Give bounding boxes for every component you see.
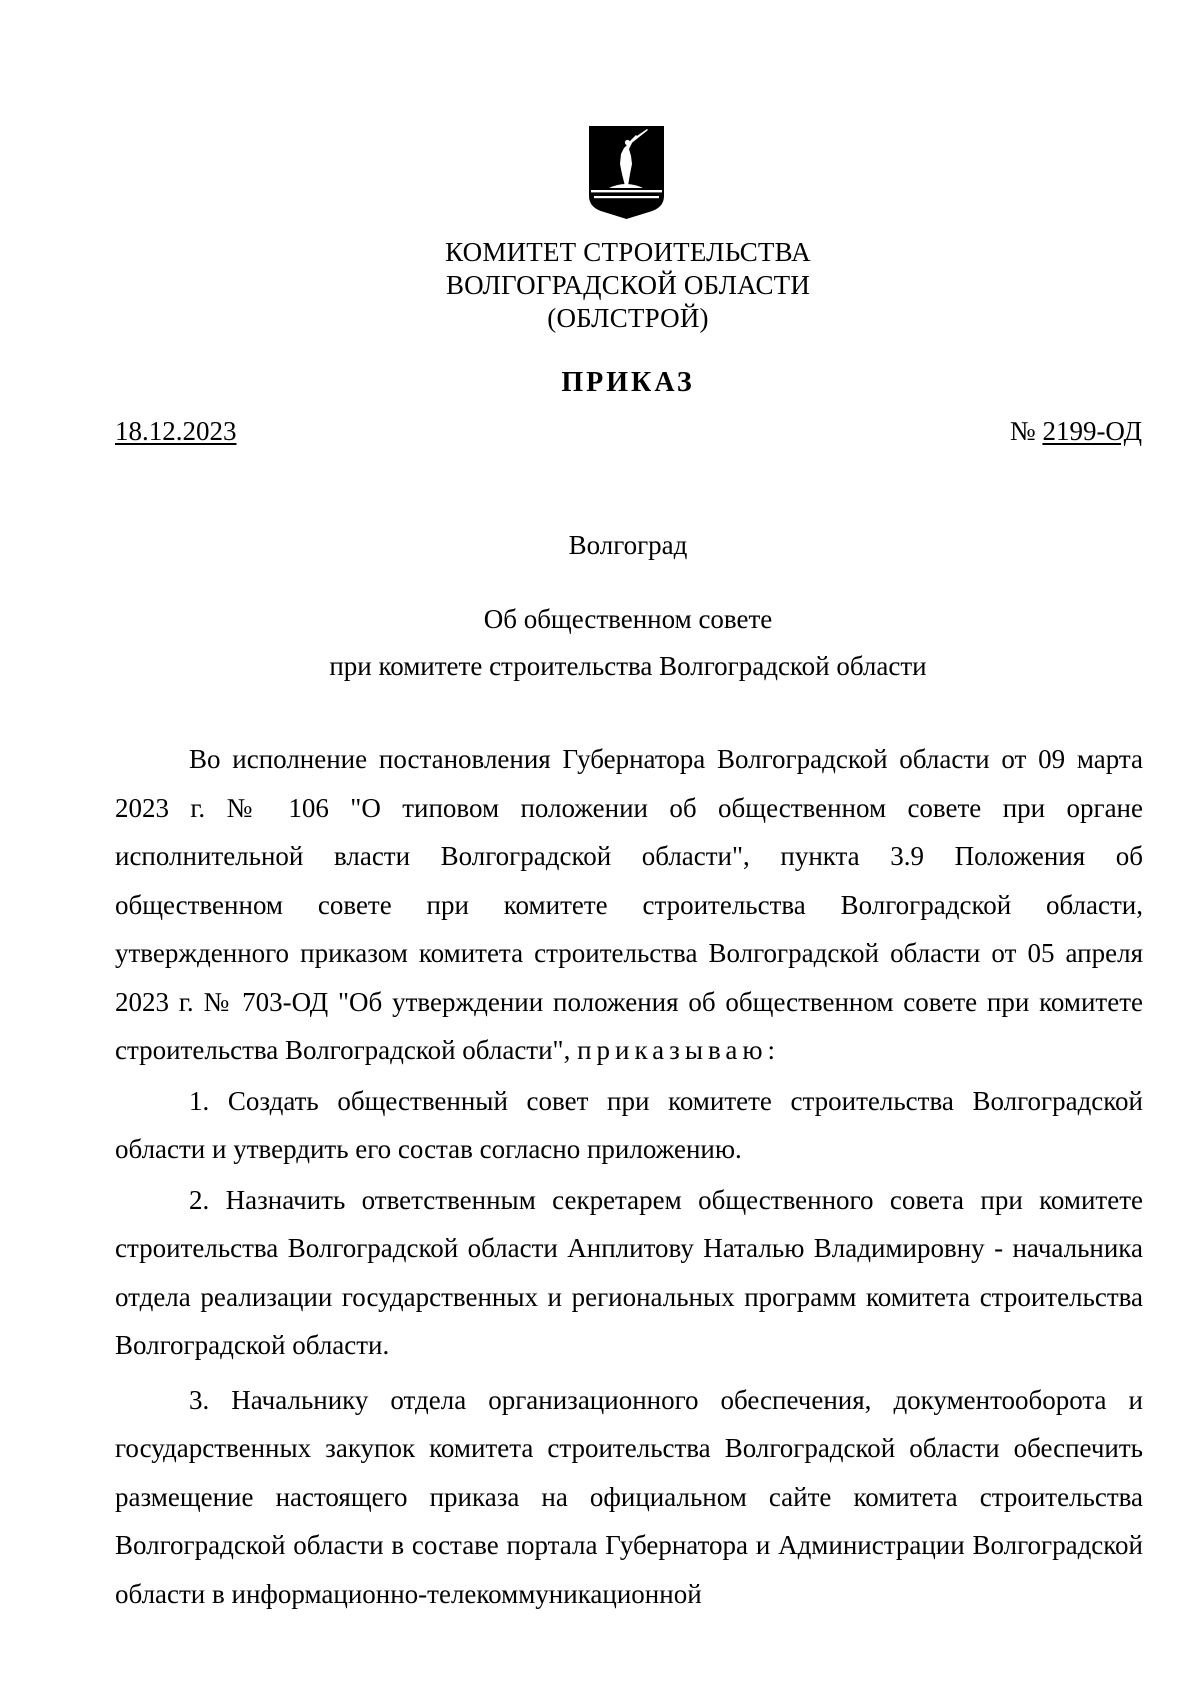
document-subject-line-1: Об общественном совете [483,604,773,634]
preamble-text: Во исполнение постановления Губернатора Волгоградской области от 09 марта 2023 г. № 106 "О типовом положении об общественном совете при органе исполнительной власти Волгоградской области", пункта 3.9 Положения об общественном совете при комитете строительства Волгоградской области, утвержденного приказом комитета строительства Волгоградской области от 05 апреля 2023 г. № 703-ОД "Об утверждении положения об общественном совете при комитете строительства Волгоградской области", [115,744,1143,1065]
organization-name [0,236,1200,335]
order-item-3: 3. Начальнику отдела организационного обеспечения, документооборота и государственных закупок комитета строительства Волгоградской области обеспечить размещение настоящего приказа на официальном сайте комитета строительства Волгоградской области в составе портала Губернатора и Администрации Волгоградской области в информационно-телекоммуникационной [115,1384,1143,1609]
organization-name-line-2: ВОЛГОГРАДСКОЙ ОБЛАСТИ [445,270,811,300]
document-type-title: ПРИКАЗ [561,367,695,398]
document-subject-line-2: при комитете строительства Волгоградской области [329,651,927,681]
organization-abbreviation: (ОБЛСТРОЙ) [547,303,709,333]
preamble-paragraph [115,735,1143,1075]
document-subject [0,596,1200,690]
document-number-prefix: № [1009,416,1043,446]
volgograd-coat-of-arms-icon [587,124,666,221]
document-date: 18.12.2023 [115,416,237,446]
document-body [115,735,1143,1618]
organization-name-line-1: КОМИТЕТ СТРОИТЕЛЬСТВА [445,237,811,267]
order-item-2: 2. Назначить ответственным секретарем общественного совета при комитете строительства Волгоградской области Анплитову Наталью Владимировну - начальника отдела реализации государственных и региональных программ комитета строительства Волгоградской области. [115,1184,1143,1360]
document-number-value: 2199-ОД [1042,416,1142,446]
directive-word: приказываю: [577,1035,781,1065]
document-city: Волгоград [568,530,688,560]
document-number [1010,416,1142,447]
order-item-1: 1. Создать общественный совет при комитете строительства Волгоградской области и утвердить его состав согласно приложению. [115,1085,1143,1164]
